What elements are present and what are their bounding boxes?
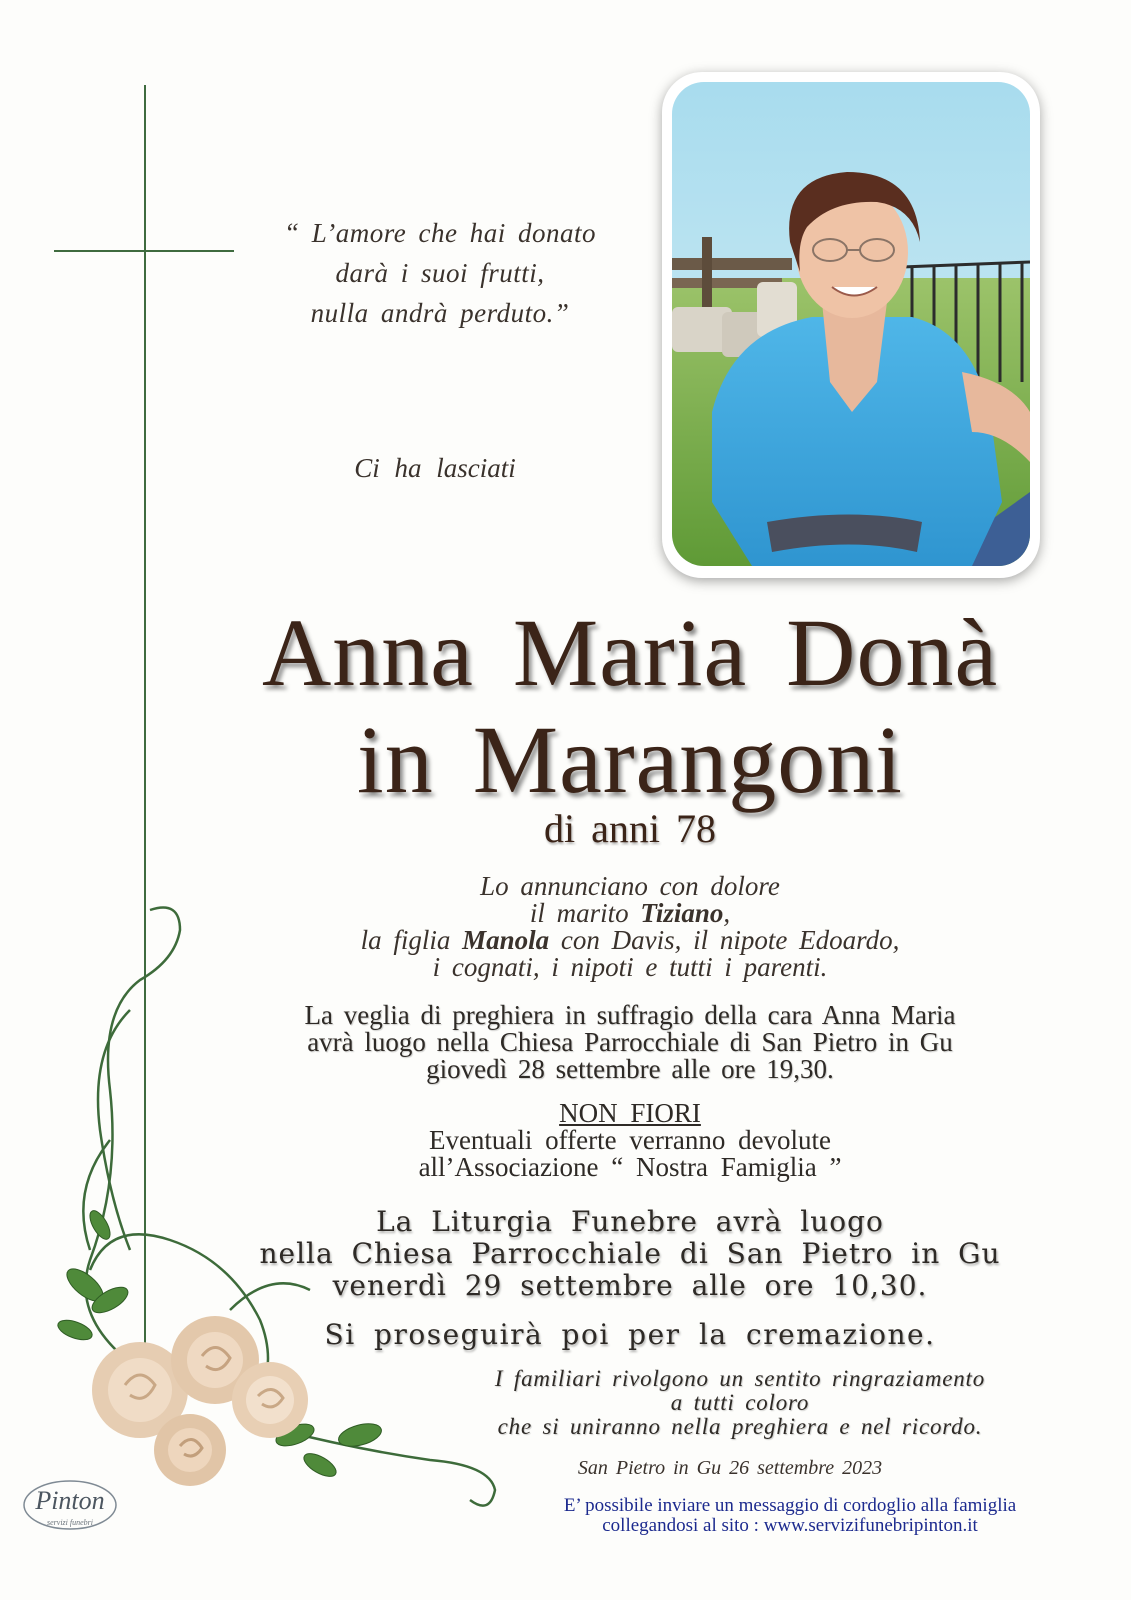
vigil-line: giovedì 28 settembre alle ore 19,30. xyxy=(426,1054,834,1084)
condolence-contact xyxy=(500,1496,1080,1536)
deceased-age: di anni 78 xyxy=(544,806,716,851)
deceased-name: Anna Maria Donà xyxy=(261,599,999,706)
thanks-line: I familiari rivolgono un sentito ringraziamento xyxy=(494,1366,986,1391)
pinton-logo xyxy=(20,1475,120,1537)
roses-decoration xyxy=(30,890,510,1530)
vigil-line: avrà luogo nella Chiesa Parrocchiale di San Pietro in Gu xyxy=(307,1027,953,1057)
donation-line: all’Associazione “ Nostra Famiglia ” xyxy=(418,1152,842,1182)
donation-line: Eventuali offerte verranno devolute xyxy=(428,1125,832,1155)
announce-text: , xyxy=(723,898,731,928)
funeral-line: La Liturgia Funebre avrà luogo xyxy=(376,1205,884,1238)
quote-line: nulla andrà perduto.” xyxy=(310,298,570,328)
funeral-line: venerdì 29 settembre alle ore 10,30. xyxy=(332,1269,928,1302)
portrait-photo xyxy=(672,82,1030,566)
husband-name: Tiziano xyxy=(640,898,724,928)
announce-line: Lo annunciano con dolore xyxy=(480,871,780,901)
logo-subtitle: servizi funebri xyxy=(47,1518,93,1527)
announce-line: i cognati, i nipoti e tutti i parenti. xyxy=(432,952,828,982)
quote-line: darà i suoi frutti, xyxy=(335,258,545,288)
thanks-line: a tutti coloro xyxy=(670,1390,810,1415)
funeral-line: nella Chiesa Parrocchiale di San Pietro in Gu xyxy=(259,1237,1001,1270)
intro-text: Ci ha lasciati xyxy=(354,453,516,483)
logo-name: Pinton xyxy=(35,1486,105,1515)
thanks-line: che si uniranno nella preghiera e nel ricordo. xyxy=(497,1414,983,1439)
cremation-note: Si proseguirà poi per la cremazione. xyxy=(324,1318,936,1351)
non-fiori-title: NON FIORI xyxy=(559,1098,701,1128)
memorial-quote xyxy=(270,213,610,333)
notice-date: San Pietro in Gu 26 settembre 2023 xyxy=(577,1457,883,1479)
daughter-name: Manola xyxy=(462,925,550,955)
quote-line: “ L’amore che hai donato xyxy=(284,218,596,248)
deceased-married-name: in Marangoni xyxy=(357,706,903,813)
vigil-line: La veglia di preghiera in suffragio della cara Anna Maria xyxy=(304,1000,956,1030)
contact-line: E’ possibile inviare un messaggio di cordoglio alla famiglia xyxy=(563,1495,1017,1516)
cross-horizontal-icon xyxy=(54,250,234,252)
announce-text: con Davis, il nipote Edoardo, xyxy=(549,925,900,955)
announce-text: la figlia xyxy=(360,925,463,955)
announce-text: il marito xyxy=(529,898,641,928)
thanks-note xyxy=(420,1367,1060,1439)
contact-website-line[interactable]: collegandosi al sito : www.servizifunebripinton.it xyxy=(602,1515,978,1536)
